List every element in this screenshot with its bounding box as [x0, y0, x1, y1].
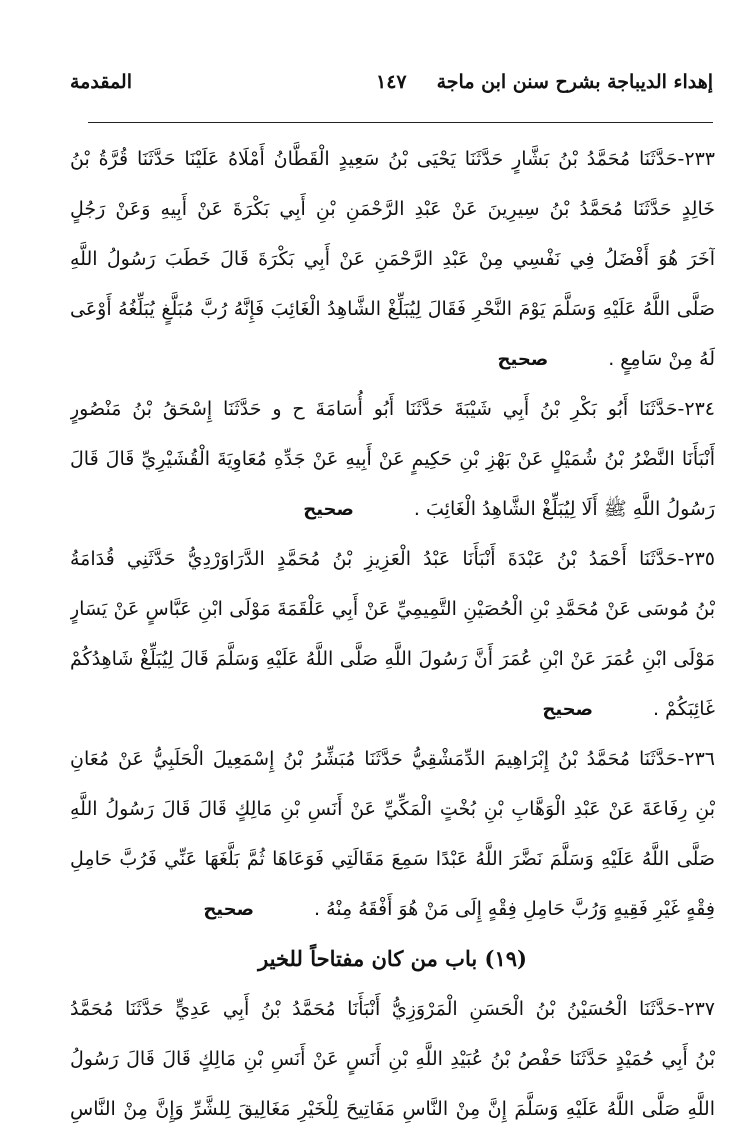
text-line: بْنُ مُوسَى عَنْ مُحَمَّدِ بْنِ الْحُصَيْنِ التَّمِيمِيِّ عَنْ أَبِي عَلْقَمَةَ مَوْلَى ابْنِ عَبَّاسٍ عَنْ يَسَارٍ — [70, 598, 715, 620]
page-number: ١٤٧ — [376, 71, 407, 93]
text-line: أَنْبَأَنَا النَّضْرُ بْنُ شُمَيْلٍ عَنْ بَهْزِ بْنِ حَكِيمٍ عَنْ أَبِيهِ عَنْ جَدِّهِ مُعَاوِيَةَ الْقُشَيْرِيِّ قَالَ قَالَ — [70, 448, 715, 470]
grade-label: صحيح — [203, 899, 255, 920]
line-text: رَسُولُ اللَّهِ ﷺ أَلَا لِيُبَلِّغْ الشَّاهِدُ الْغَائِبَ . — [413, 498, 715, 520]
text-line: آخَرَ هُوَ أَفْضَلُ فِي نَفْسِي مِنْ عَبْدِ الرَّحْمَنِ عَنْ أَبِي بَكْرَةَ قَالَ خَطَبَ رَسُولُ اللَّهِ — [70, 248, 715, 270]
header-rule — [88, 122, 713, 123]
text-line: ٢٣٣-حَدَّثَنَا مُحَمَّدُ بْنُ بَشَّارٍ حَدَّثَنَا يَحْيَى بْنُ سَعِيدٍ الْقَطَّانُ أَمْلَاهُ عَلَيْنَا حَدَّثَنَا قُرَّةُ بْنُ — [70, 148, 715, 170]
section-title: المقدمة — [70, 71, 133, 93]
text-line: خَالِدٍ حَدَّثَنَا مُحَمَّدُ بْنُ سِيرِينَ عَنْ عَبْدِ الرَّحْمَنِ بْنِ أَبِي بَكْرَةَ عَنْ أَبِيهِ وَعَنْ رَجُلٍ — [70, 198, 715, 220]
hadith-text — [70, 134, 715, 1134]
text-line-last — [70, 884, 715, 934]
grade-label: صحيح — [303, 499, 354, 520]
book-title: إهداء الديباجة بشرح سنن ابن ماجة — [436, 71, 713, 93]
grade-label: صحيح — [497, 349, 549, 370]
text-line: بْنِ رِفَاعَةَ عَنْ عَبْدِ الْوَهَّابِ بْنِ بُخْتٍ الْمَكِّيِّ عَنْ أَنَسِ بْنِ مَالِكٍ قَالَ قَالَ رَسُولُ اللَّهِ — [70, 798, 715, 820]
line-text: فِقْهٍ غَيْرِ فَقِيهٍ وَرُبَّ حَامِلِ فِقْهٍ إِلَى مَنْ هُوَ أَفْقَهُ مِنْهُ . — [314, 898, 715, 920]
text-line: صَلَّى اللَّهُ عَلَيْهِ وَسَلَّمَ نَضَّرَ اللَّهُ عَبْدًا سَمِعَ مَقَالَتِي فَوَعَاهَا ثُمَّ بَلَّغَهَا عَنِّي فَرُبَّ حَامِلِ — [70, 848, 715, 870]
text-line-last — [70, 484, 715, 534]
line-text: لَهُ مِنْ سَامِعٍ . — [608, 348, 715, 370]
text-line: ٢٣٧-حَدَّثَنَا الْحُسَيْنُ بْنُ الْحَسَنِ الْمَرْوَزِيُّ أَنْبَأَنَا مُحَمَّدُ بْنُ أَبِي عَدِيٍّ حَدَّثَنَا مُحَمَّدُ — [70, 998, 715, 1020]
text-line-last — [70, 334, 715, 384]
line-text: غَائِبَكُمْ . — [653, 698, 715, 720]
text-line: اللَّهِ صَلَّى اللَّهُ عَلَيْهِ وَسَلَّمَ إِنَّ مِنْ النَّاسِ مَفَاتِيحَ لِلْخَيْرِ مَغَالِيقَ لِلشَّرِّ وَإِنَّ مِنْ النَّاسِ — [70, 1098, 715, 1120]
text-line-last — [70, 684, 715, 734]
text-line: صَلَّى اللَّهُ عَلَيْهِ وَسَلَّمَ يَوْمَ النَّحْرِ فَقَالَ لِيُبَلِّغْ الشَّاهِدُ الْغَائِبَ فَإِنَّهُ رُبَّ مُبَلَّغٍ يُبَلِّغُهُ أَوْعَى — [70, 298, 715, 320]
chapter-heading: (١٩) باب من كان مفتاحاً للخير — [258, 946, 527, 971]
running-header — [70, 62, 713, 102]
text-line: ٢٣٦-حَدَّثَنَا مُحَمَّدُ بْنُ إِبْرَاهِيمَ الدِّمَشْقِيُّ حَدَّثَنَا مُبَشِّرُ بْنُ إِسْمَعِيلَ الْحَلَبِيُّ عَنْ مُعَانِ — [70, 748, 715, 770]
text-line: بْنُ أَبِي حُمَيْدٍ حَدَّثَنَا حَفْصُ بْنُ عُبَيْدِ اللَّهِ بْنِ أَنَسٍ عَنْ أَنَسِ بْنِ مَالِكٍ قَالَ قَالَ رَسُولُ — [70, 1048, 715, 1070]
text-line: ٢٣٥-حَدَّثَنَا أَحْمَدُ بْنُ عَبْدَةَ أَنْبَأَنَا عَبْدُ الْعَزِيزِ بْنُ مُحَمَّدٍ الدَّرَاوَرْدِيُّ حَدَّثَنِي قُدَامَةُ — [70, 548, 715, 570]
text-line: ٢٣٤-حَدَّثَنَا أَبُو بَكْرِ بْنُ أَبِي شَيْبَةَ حَدَّثَنَا أَبُو أُسَامَةَ ح و حَدَّثَنَا إِسْحَقُ بْنُ مَنْصُورٍ — [70, 398, 715, 420]
grade-label: صحيح — [542, 699, 594, 720]
text-line: مَوْلَى ابْنِ عُمَرَ عَنْ ابْنِ عُمَرَ أَنَّ رَسُولَ اللَّهِ صَلَّى اللَّهُ عَلَيْهِ وَسَلَّمَ قَالَ لِيُبَلِّغْ شَاهِدُكُمْ — [70, 648, 715, 670]
